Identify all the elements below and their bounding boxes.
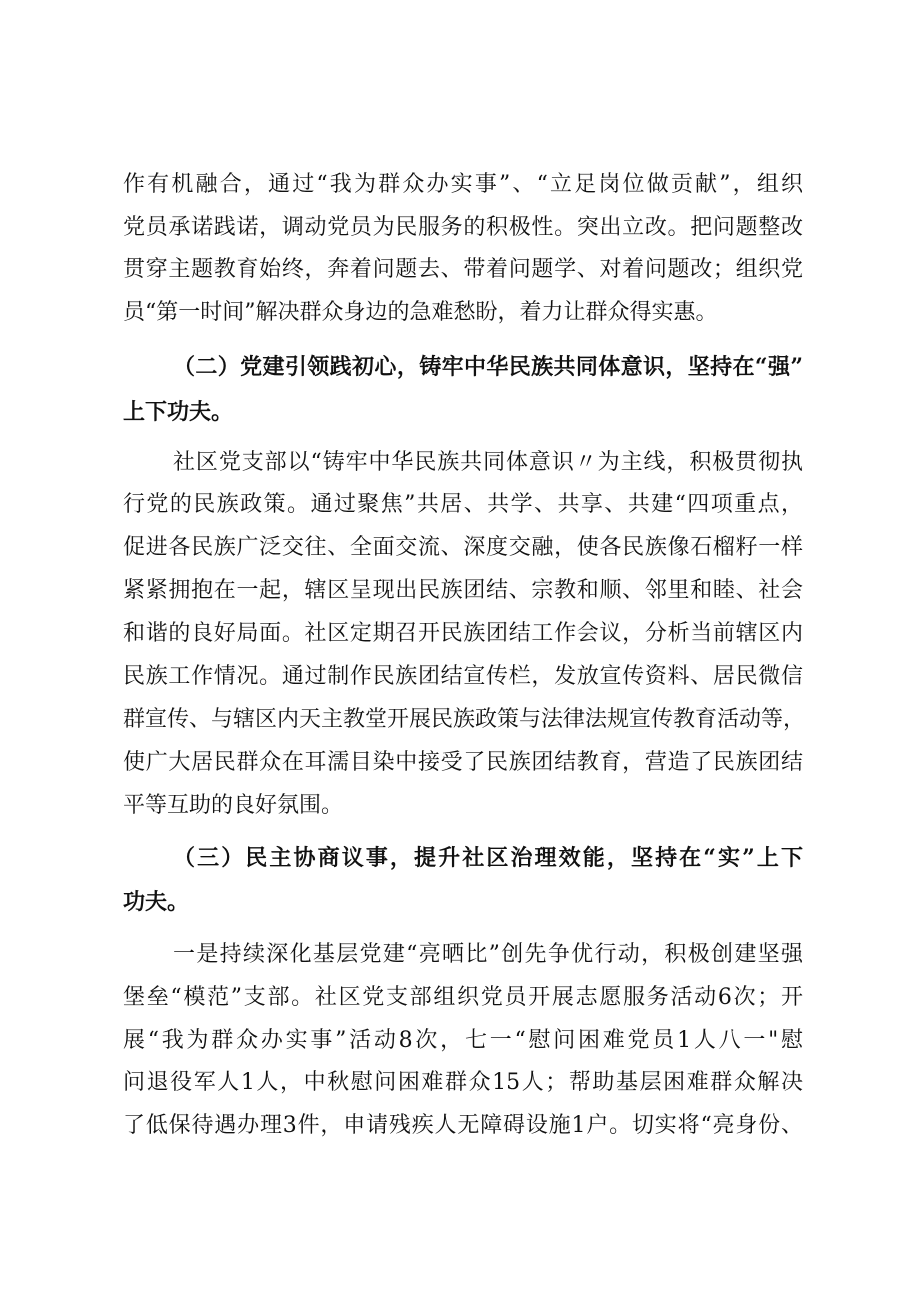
- paragraph-line: 堡垒“模范”支部。社区党支部组织党员开展志愿服务活动6次；开: [123, 985, 803, 1010]
- heading-line: （二）党建引领践初心，铸牢中华民族共同体意识，坚持在“强”: [173, 354, 803, 380]
- paragraph-line: 行党的民族政策。通过聚焦”共居、共学、共享、共建“四项重点，: [123, 492, 803, 517]
- paragraph-line: 促进各民族广泛交往、全面交流、深度交融，使各民族像石榴籽一样: [123, 535, 803, 560]
- heading-line: （三）民主协商议事，提升社区治理效能，坚持在“实”上下: [173, 845, 803, 871]
- paragraph-line: 和谐的良好局面。社区定期召开民族团结工作会议，分析当前辖区内: [123, 621, 803, 646]
- paragraph-line: 党员承诺践诺，调动党员为民服务的积极性。突出立改。把问题整改: [123, 215, 803, 240]
- paragraph-line: 了低保待遇办理3件，申请残疾人无障碍设施1户。切实将“亮身份、: [123, 1113, 803, 1138]
- paragraph-line: 贯穿主题教育始终，奔着问题去、带着问题学、对着问题改；组织党: [123, 257, 803, 282]
- heading-line: 上下功夫。: [123, 399, 234, 425]
- paragraph-line: 平等互助的良好氛围。: [123, 793, 344, 818]
- paragraph-line: 作有机融合，通过“我为群众办实事”、“立足岗位做贡献”，组织: [123, 172, 803, 197]
- paragraph-line: 社区党支部以“铸牢中华民族共同体意识〃为主线，积极贯彻执: [173, 450, 803, 475]
- heading-line: 功夫。: [123, 889, 190, 915]
- paragraph-line: 民族工作情况。通过制作民族团结宣传栏，发放宣传资料、居民微信: [123, 664, 803, 689]
- paragraph-line: 使广大居民群众在耳濡目染中接受了民族团结教育，营造了民族团结: [123, 750, 803, 775]
- paragraph-line: 展“我为群众办实事”活动8次，七一“慰问困难党员1人八一"慰: [123, 1028, 803, 1053]
- paragraph-line: 一是持续深化基层党建“亮晒比”创先争优行动，积极创建坚强: [173, 942, 803, 967]
- paragraph-line: 群宣传、与辖区内天主教堂开展民族政策与法律法规宣传教育活动等，: [123, 707, 806, 732]
- paragraph-line: 紧紧拥抱在一起，辖区呈现出民族团结、宗教和顺、邻里和睦、社会: [123, 578, 803, 603]
- paragraph-line: 员“第一时间”解决群众身边的急难愁盼，着力让群众得实惠。: [123, 300, 718, 325]
- paragraph-line: 问退役军人1人，中秋慰问困难群众15人；帮助基层困难群众解决: [123, 1070, 803, 1095]
